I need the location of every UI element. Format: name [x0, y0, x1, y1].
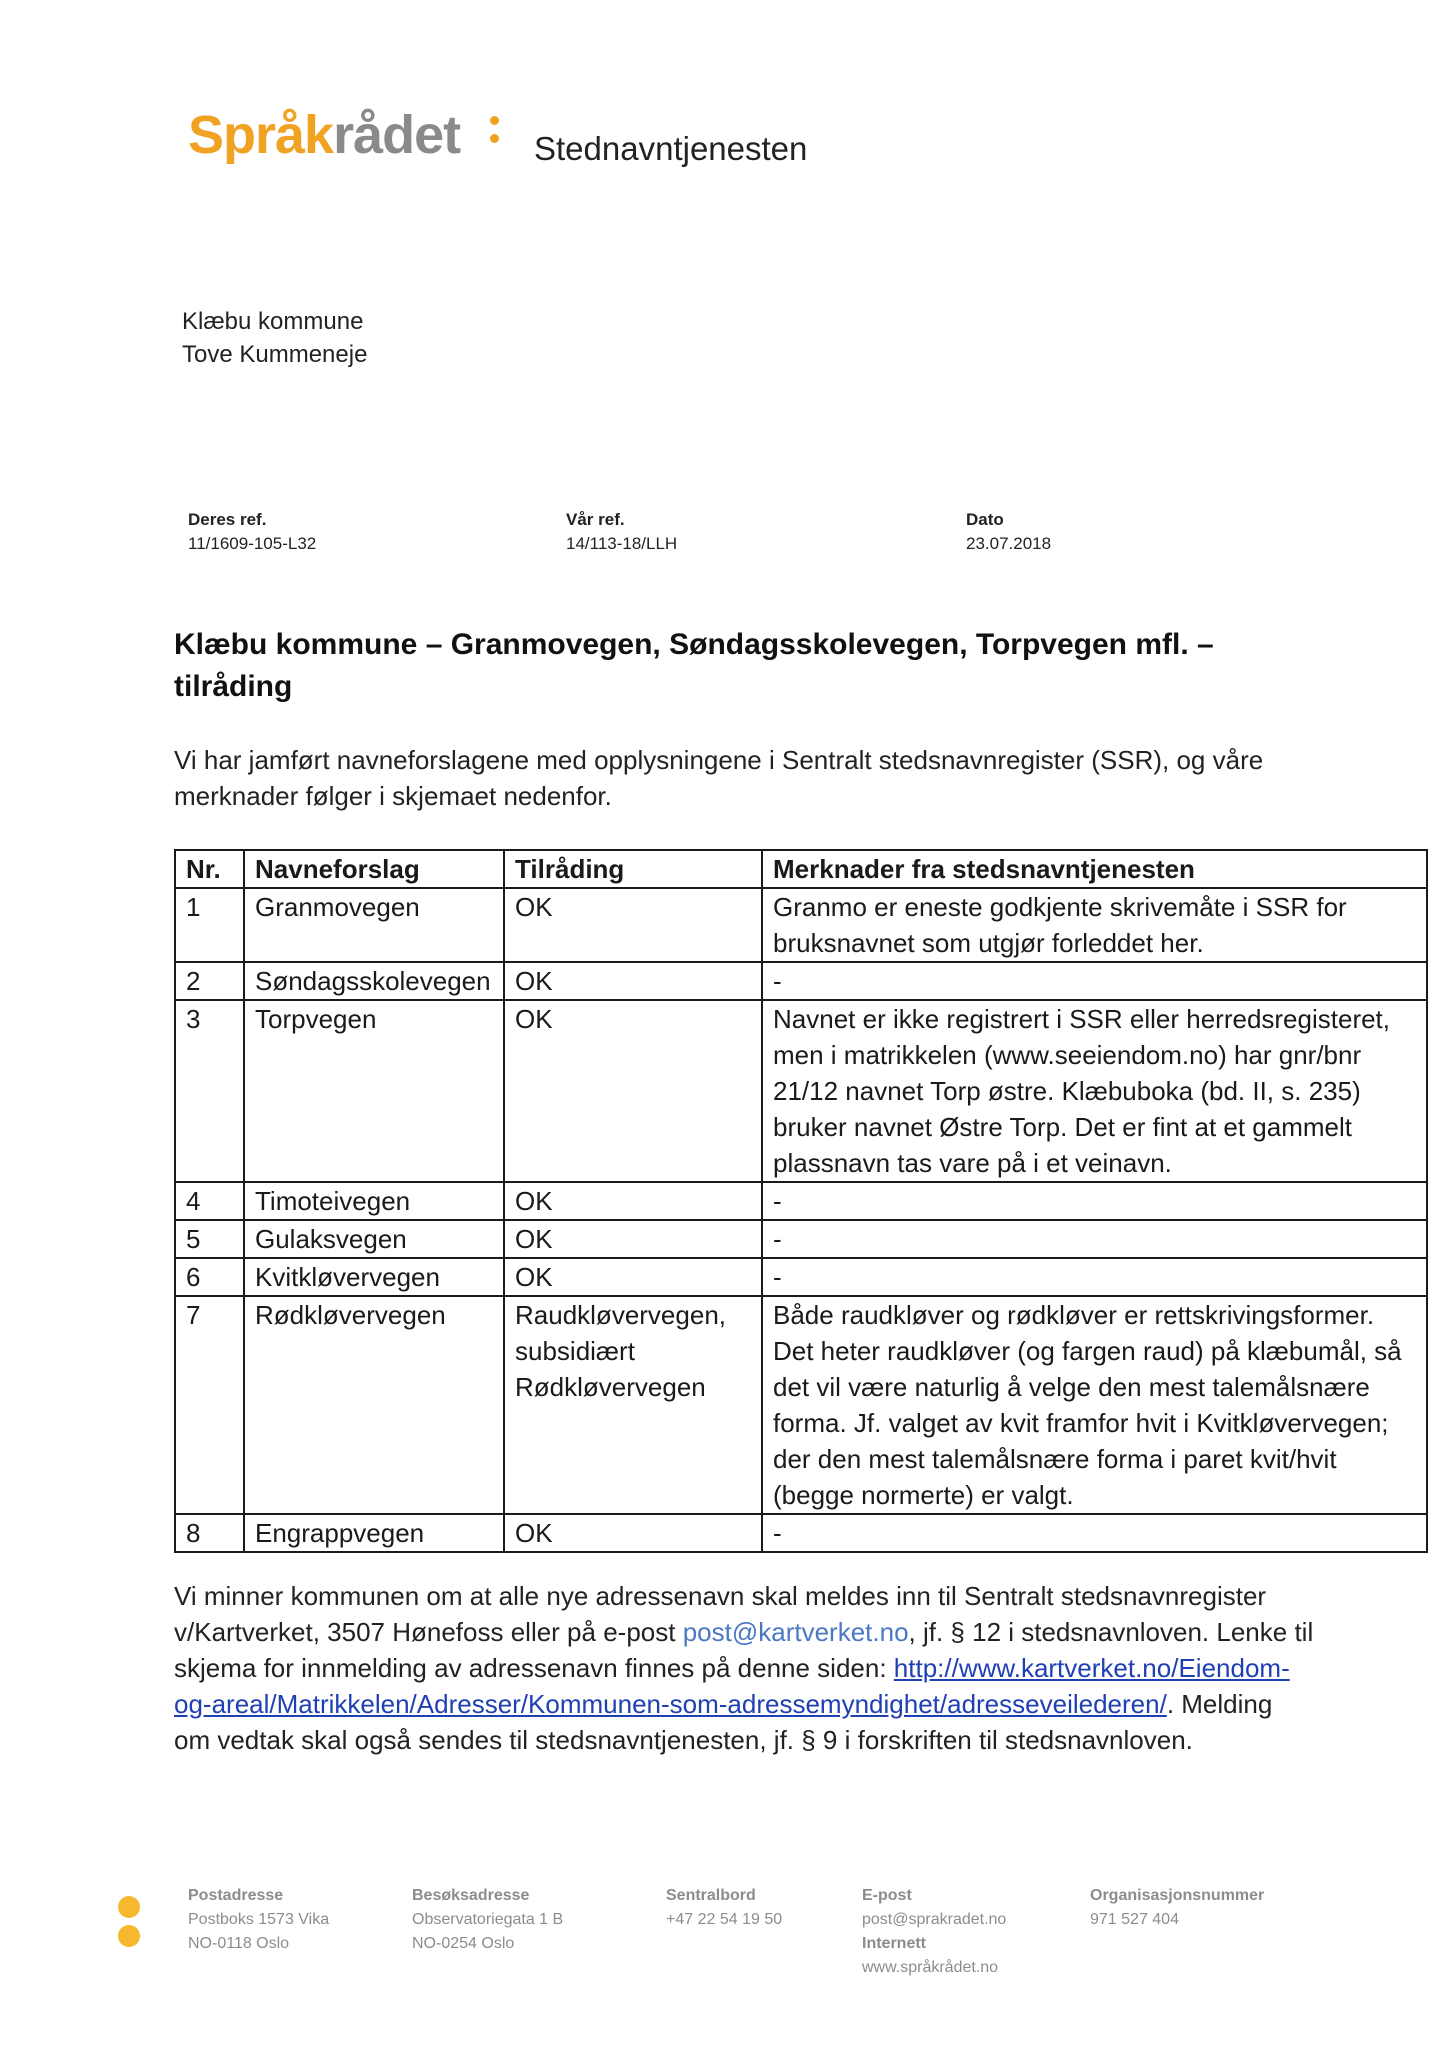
- closing-text-1: Vi minner kommunen om at alle nye adressenavn skal meldes inn til Sentralt stedsnavnregister v/Kartverket, 3507 Hønefoss eller på e-post: [174, 1581, 1267, 1647]
- closing-text-3: . Melding om vedtak skal også sendes til stedsnavntjenesten, jf. § 9 i forskriften til stedsnavnloven.: [174, 1689, 1273, 1755]
- footer-web-value[interactable]: www.språkrådet.no: [862, 1959, 999, 1976]
- kartverket-email-link[interactable]: post@kartverket.no: [682, 1617, 909, 1647]
- footer-phone-label: Sentralbord: [666, 1887, 756, 1904]
- logo-part-2: rådet: [333, 105, 461, 165]
- cell-tilraading: OK: [504, 1000, 762, 1182]
- cell-nr: 4: [175, 1182, 244, 1220]
- table-row: [175, 1514, 1427, 1552]
- dato-label: Dato: [966, 510, 1004, 529]
- footer-visit-line-1: Observatoriegata 1 B: [412, 1911, 564, 1928]
- footer-dot-icon: [118, 1896, 140, 1918]
- cell-tilraading: OK: [504, 1514, 762, 1552]
- footer-dot-icon: [118, 1925, 140, 1947]
- footer-post-line-1: Postboks 1573 Vika: [188, 1911, 330, 1928]
- var-ref-value: 14/113-18/LLH: [566, 534, 678, 553]
- cell-merknad: -: [762, 1258, 1427, 1296]
- cell-merknad: -: [762, 1220, 1427, 1258]
- cell-tilraading: OK: [504, 1182, 762, 1220]
- cell-nr: 8: [175, 1514, 244, 1552]
- deres-ref-label: Deres ref.: [188, 510, 267, 529]
- table-row: [175, 1182, 1427, 1220]
- logo-dots-icon: [488, 114, 502, 148]
- footer-email-value[interactable]: post@sprakradet.no: [862, 1911, 1007, 1928]
- footer-org-value: 971 527 404: [1090, 1911, 1179, 1928]
- table-row: [175, 1258, 1427, 1296]
- cell-merknad: -: [762, 1514, 1427, 1552]
- kartverket-url-link[interactable]: http://www.kartverket.no/Eiendom-og-areal/Matrikkelen/Adresser/Kommunen-som-adressemyndighet/adresseveilederen/: [174, 1653, 1290, 1719]
- cell-navn: Torpvegen: [244, 1000, 504, 1182]
- cell-navn: Kvitkløvervegen: [244, 1258, 504, 1296]
- cell-navn: Rødkløvervegen: [244, 1296, 504, 1514]
- table-row: [175, 1296, 1427, 1514]
- footer-visit-label: Besøksadresse: [412, 1887, 530, 1904]
- cell-nr: 6: [175, 1258, 244, 1296]
- cell-nr: 3: [175, 1000, 244, 1182]
- cell-merknad: -: [762, 962, 1427, 1000]
- cell-merknad: Både raudkløver og rødkløver er rettskrivingsformer. Det heter raudkløver (og fargen raud) på klæbumål, så det vil være naturlig å velge den mest talemålsnære forma. Jf. valget av kvit framfor hvit i Kvitkløvervegen; der den mest talemålsnære forma i paret kvit/hvit (begge normerte) er valgt.: [762, 1296, 1427, 1514]
- table-row: [175, 962, 1427, 1000]
- footer-phone-value: +47 22 54 19 50: [666, 1911, 783, 1928]
- footer-post-label: Postadresse: [188, 1887, 284, 1904]
- cell-nr: 7: [175, 1296, 244, 1514]
- cell-tilraading: Raudkløvervegen, subsidiært Rødkløvervegen: [504, 1296, 762, 1514]
- intro-paragraph: Vi har jamført navneforslagene med opplysningene i Sentralt stedsnavnregister (SSR), og våre merknader følger i skjemaet nedenfor.: [174, 745, 1264, 811]
- logo-part-1: Språk: [188, 105, 334, 165]
- footer-web-label: Internett: [862, 1935, 926, 1952]
- cell-navn: Gulaksvegen: [244, 1220, 504, 1258]
- header-tilraading: Tilråding: [504, 850, 762, 888]
- cell-tilraading: OK: [504, 888, 762, 962]
- cell-tilraading: OK: [504, 1258, 762, 1296]
- name-proposal-table: [174, 849, 1428, 1553]
- footer-visit-line-2: NO-0254 Oslo: [412, 1935, 515, 1952]
- footer-contact-column: [862, 1884, 1006, 1980]
- cell-nr: 1: [175, 888, 244, 962]
- header-navneforslag: Navneforslag: [244, 850, 504, 888]
- table-row: [175, 1220, 1427, 1258]
- closing-text-2: , jf. § 12 i stedsnavnloven. Lenke til skjema for innmelding av adressenavn finnes på denne siden:: [174, 1617, 1314, 1683]
- footer-visit-column: [412, 1884, 563, 1956]
- footer-org-column: [1090, 1884, 1264, 1932]
- var-ref-label: Vår ref.: [566, 510, 625, 529]
- cell-nr: 5: [175, 1220, 244, 1258]
- cell-merknad: Granmo er eneste godkjente skrivemåte i SSR for bruksnavnet som utgjør forleddet her.: [762, 888, 1427, 962]
- footer-email-label: E-post: [862, 1887, 912, 1904]
- footer-phone-column: [666, 1884, 782, 1932]
- cell-navn: Søndagsskolevegen: [244, 962, 504, 1000]
- table-row: [175, 888, 1427, 962]
- header-nr: Nr.: [175, 850, 244, 888]
- header-merknader: Merknader fra stedsnavntjenesten: [762, 850, 1427, 888]
- cell-tilraading: OK: [504, 962, 762, 1000]
- sprakradet-logo: [188, 105, 461, 165]
- closing-paragraph: [174, 1578, 1314, 1758]
- cell-navn: Timoteivegen: [244, 1182, 504, 1220]
- footer-post-column: [188, 1884, 329, 1956]
- cell-merknad: Navnet er ikke registrert i SSR eller herredsregisteret, men i matrikkelen (www.seeiendom.no) har gnr/bnr 21/12 navnet Torp østre. Klæbuboka (bd. II, s. 235) bruker navnet Østre Torp. Det er fint at et gammelt plassnavn tas vare på i et veinavn.: [762, 1000, 1427, 1182]
- footer-post-line-2: NO-0118 Oslo: [188, 1935, 290, 1952]
- dato-value: 23.07.2018: [966, 534, 1052, 553]
- recipient-line-2: Tove Kummeneje: [182, 341, 368, 368]
- footer-org-label: Organisasjonsnummer: [1090, 1887, 1265, 1904]
- cell-tilraading: OK: [504, 1220, 762, 1258]
- cell-nr: 2: [175, 962, 244, 1000]
- table-row: [175, 1000, 1427, 1182]
- recipient-line-1: Klæbu kommune: [182, 308, 364, 335]
- cell-navn: Granmovegen: [244, 888, 504, 962]
- table-header-row: [175, 850, 1427, 888]
- letter-title: Klæbu kommune – Granmovegen, Søndagsskolevegen, Torpvegen mfl. – tilråding: [174, 628, 1214, 703]
- deres-ref-value: 11/1609-105-L32: [188, 534, 317, 553]
- service-name: Stednavntjenesten: [534, 130, 808, 167]
- cell-navn: Engrappvegen: [244, 1514, 504, 1552]
- cell-merknad: -: [762, 1182, 1427, 1220]
